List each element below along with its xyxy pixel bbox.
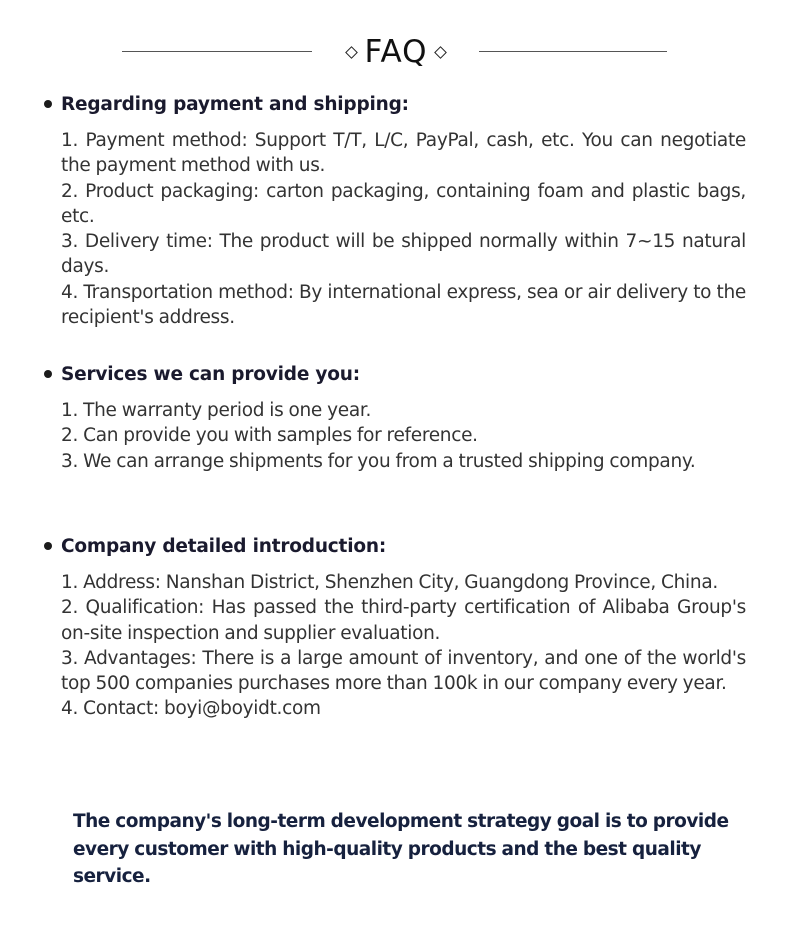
list-item: 3. Delivery time: The product will be shipped normally within 7~15 natural days. [61, 231, 746, 278]
section-heading-text: Regarding payment and shipping: [61, 93, 409, 115]
faq-title-group [326, 30, 466, 74]
faq-header [0, 30, 790, 74]
section-payment-shipping [44, 90, 746, 330]
list-item: 1. The warranty period is one year. [61, 400, 372, 421]
list-item: 3. We can arrange shipments for you from a trusted shipping company. [61, 450, 696, 472]
bullet-icon [44, 370, 52, 378]
bullet-icon [44, 100, 52, 108]
list-item: 1. Address: Nanshan District, Shenzhen City, Guangdong Province, China. [61, 572, 718, 593]
diamond-icon [434, 46, 447, 59]
section-services [44, 360, 746, 474]
header-divider-left [122, 51, 312, 52]
list-item: 1. Payment method: Support T/T, L/C, PayPal, cash, etc. You can negotiate the payment method with us. [61, 130, 746, 177]
section-heading [44, 532, 746, 560]
list-item: 2. Can provide you with samples for reference. [61, 425, 478, 447]
list-item: 2. Qualification: Has passed the third-party certification of Alibaba Group's on-site inspection and supplier evaluation. [61, 597, 746, 644]
section-heading-text: Company detailed introduction: [61, 535, 387, 557]
header-divider-right [479, 51, 667, 52]
section-items [61, 128, 746, 330]
bullet-icon [44, 542, 52, 550]
page-title: FAQ [364, 34, 428, 70]
section-heading-text: Services we can provide you: [61, 363, 360, 385]
section-heading [44, 360, 746, 388]
section-heading [44, 90, 746, 118]
diamond-icon [346, 46, 359, 59]
closing-statement: The company's long-term development strategy goal is to provide every customer with high-quality products and the best quality service. [73, 811, 729, 887]
section-company-introduction [44, 532, 746, 722]
list-item: 4. Contact: boyi@boyidt.com [61, 698, 321, 720]
list-item: 3. Advantages: There is a large amount of inventory, and one of the world's top 500 companies purchases more than 100k in our company every year. [61, 647, 746, 695]
list-item: 2. Product packaging: carton packaging, containing foam and plastic bags, etc. [61, 180, 746, 227]
list-item: 4. Transportation method: By international express, sea or air delivery to the recipient's address. [61, 281, 746, 329]
section-items [61, 570, 746, 722]
section-items [61, 398, 746, 474]
